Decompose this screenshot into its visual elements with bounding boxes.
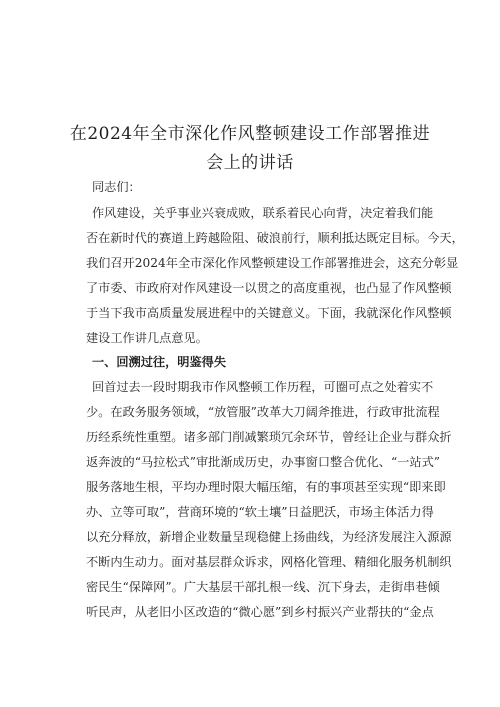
paragraph-line: 以充分释放，新增企业数量呈现稳健上扬曲线，为经济发展注入源源 xyxy=(86,530,452,544)
paragraph-line: 少。在政务服务领域，“放管服”改革大刀阔斧推进，行政审批流程 xyxy=(86,405,440,419)
paragraph-line: 建设工作讲几点意见。 xyxy=(86,331,208,345)
section-heading-1: 一、回溯过往，明鉴得失 xyxy=(92,355,227,369)
paragraph-line: 不断内生动力。面对基层群众诉求，网格化管理、精细化服务机制织 xyxy=(86,555,452,569)
paragraph-line: 返奔波的“马拉松式”审批渐成历史，办事窗口整合优化、“一站式” xyxy=(86,455,440,469)
paragraph-line: 作风建设，关乎事业兴衰成败，联系着民心向背，决定着我们能 xyxy=(92,206,434,220)
paragraph-line: 听民声，从老旧小区改造的“微心愿”到乡村振兴产业帮扶的“金点 xyxy=(86,605,434,619)
paragraph-line: 服务落地生根，平均办理时限大幅压缩，有的事项甚至实现“即来即 xyxy=(86,480,446,494)
salutation: 同志们： xyxy=(92,180,141,194)
document-title-line-2: 会上的讲话 xyxy=(206,153,294,173)
paragraph-line: 了市委、市政府对作风建设一以贯之的高度重视，也凸显了作风整顿 xyxy=(86,281,452,295)
paragraph-line: 回首过去一段时期我市作风整顿工作历程，可圈可点之处着实不 xyxy=(92,380,434,394)
document-title-line-1: 在2024年全市深化作风整顿建设工作部署推进 xyxy=(69,124,431,144)
paragraph-line: 我们召开2024年全市深化作风整顿建设工作部署推进会，这充分彰显 xyxy=(86,256,459,270)
paragraph-line: 办、立等可取”，营商环境的“软土壤”日益肥沃，市场主体活力得 xyxy=(86,505,434,519)
paragraph-line: 于当下我市高质量发展进程中的关键意义。下面，我就深化作风整顿 xyxy=(86,306,452,320)
paragraph-line: 历经系统性重塑。诸多部门削减繁琐冗余环节，曾经让企业与群众折 xyxy=(86,430,452,444)
paragraph-line: 否在新时代的赛道上跨越险阻、破浪前行，顺利抵达既定目标。今天， xyxy=(86,231,464,245)
paragraph-line: 密民生“保障网”。广大基层干部扎根一线、沉下身去，走街串巷倾 xyxy=(86,580,440,594)
